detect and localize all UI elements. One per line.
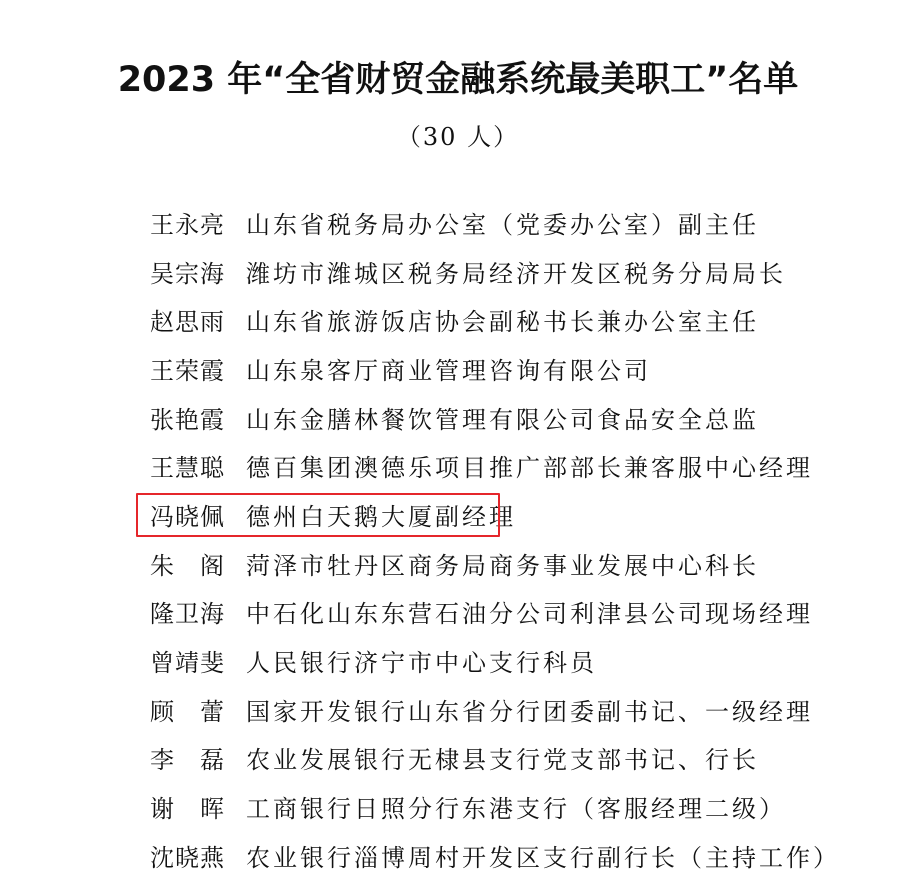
person-name: 李 磊: [150, 746, 225, 775]
person-name: 赵思雨: [150, 308, 225, 337]
person-organization: 中石化山东东营石油分公司利津县公司现场经理: [246, 600, 813, 629]
person-name: 王慧聪: [150, 454, 225, 483]
person-name: 张艳霞: [150, 405, 225, 434]
list-item: [150, 588, 840, 637]
person-name: 沈晓燕: [150, 843, 225, 872]
person-name: 顾 蕾: [150, 697, 225, 726]
list-item: [150, 393, 840, 442]
person-organization: 人民银行济宁市中心支行科员: [246, 649, 597, 678]
list-item: [150, 539, 840, 588]
list-item: [150, 685, 840, 734]
person-organization: 山东省税务局办公室（党委办公室）副主任: [246, 210, 759, 239]
list-item: [150, 247, 840, 296]
person-name: 曾靖斐: [150, 649, 225, 678]
list-item: [150, 295, 840, 344]
person-organization: 德州白天鹅大厦副经理: [246, 502, 516, 531]
list-item: [150, 636, 840, 685]
person-name: 冯晓佩: [150, 502, 225, 531]
list-item: [150, 782, 840, 831]
person-organization: 国家开发银行山东省分行团委副书记、一级经理: [246, 697, 813, 726]
person-organization: 农业银行淄博周村开发区支行副行长（主持工作）: [246, 843, 840, 872]
person-name: 谢 晖: [150, 795, 225, 824]
document-subtitle: （30 人）: [396, 123, 520, 151]
person-organization: 山东金膳林餐饮管理有限公司食品安全总监: [246, 405, 759, 434]
person-name: 朱 阁: [150, 551, 225, 580]
person-name: 隆卫海: [150, 600, 225, 629]
person-organization: 山东泉客厅商业管理咨询有限公司: [246, 356, 651, 385]
person-organization: 潍坊市潍城区税务局经济开发区税务分局局长: [246, 259, 786, 288]
highlighted-list-item: [150, 490, 840, 539]
list-item: [150, 831, 840, 880]
people-list: [150, 198, 840, 880]
person-organization: 工商银行日照分行东港支行（客服经理二级）: [246, 795, 786, 824]
person-organization: 德百集团澳德乐项目推广部部长兼客服中心经理: [246, 454, 813, 483]
person-organization: 农业发展银行无棣县支行党支部书记、行长: [246, 746, 759, 775]
person-name: 吴宗海: [150, 259, 225, 288]
list-item: [150, 344, 840, 393]
person-organization: 菏泽市牡丹区商务局商务事业发展中心科长: [246, 551, 759, 580]
person-name: 王荣霞: [150, 356, 225, 385]
list-item: [150, 198, 840, 247]
list-item: [150, 734, 840, 783]
person-name: 王永亮: [150, 210, 225, 239]
person-organization: 山东省旅游饭店协会副秘书长兼办公室主任: [246, 308, 759, 337]
document-title: 2023 年“全省财贸金融系统最美职工”名单: [117, 60, 799, 100]
list-item: [150, 441, 840, 490]
